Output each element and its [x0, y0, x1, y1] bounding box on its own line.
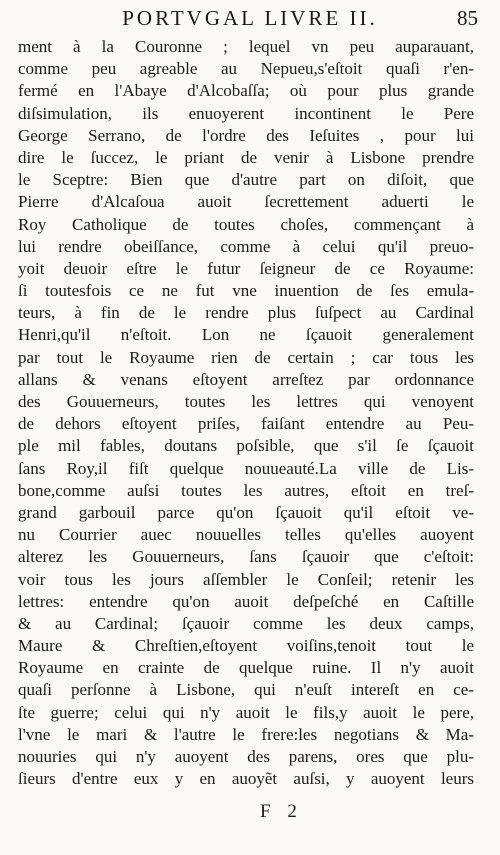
text-line: lui rendre obeiſſance, comme à celui qu'il preuo- [18, 236, 474, 256]
text-line: lettres: entendre qu'on auoit deſpeſché en Caſtille [18, 591, 474, 611]
text-line: ment à la Couronne ; lequel vn peu auparauant, [18, 37, 474, 56]
text-line: ſieurs d'entre eux y en auoyẽt auſsi, y auoyent leurs [18, 769, 474, 789]
text-line: Royaume en crainte de quelque ruine. Il n'y auoit [18, 658, 474, 678]
text-line: dire le ſuccez, le priant de venir à Lisbone prendre [18, 147, 474, 167]
text-line: Roy Catholique de toutes choſes, commençant à [18, 214, 474, 234]
text-line: nouuries qui n'y auoyent des parens, ores que plu- [18, 747, 474, 766]
text-line: par tout le Royaume rien de certain ; car tous les [18, 347, 474, 367]
text-line: nu Courrier auec nouuelles telles qu'elles auoyent [18, 525, 474, 545]
text-line: Maure & Chreſtien,eſtoyent voiſins,tenoit tout le [18, 636, 474, 656]
text-line: des Gouuerneurs, toutes les lettres qui venoyent [18, 392, 474, 411]
text-line: yoit deuoir eſtre le futur ſeigneur de ce Royaume: [18, 258, 474, 278]
text-line: l'vne le mari & l'autre le frere:les negotians & Ma- [18, 724, 474, 744]
text-line: de dehors eſtoyent priſes, faiſant entendre au Peu- [18, 414, 474, 434]
signature-mark: F 2 [260, 801, 303, 822]
text-line: ſte guerre; celui qui n'y auoit le fils,y auoit le pere, [18, 702, 474, 722]
text-line: ple mil fables, doutans poſsible, que s'il ſe ſçauoit [18, 436, 474, 456]
text-line: bone,comme auſsi toutes les autres, eſtoit en treſ- [18, 480, 474, 500]
text-line: grand garbouil parce qu'on ſçauoit qu'il eſtoit ve- [18, 502, 474, 522]
body-text [18, 36, 474, 790]
text-line: teurs, à fin de le rendre plus ſuſpect au Cardinal [18, 303, 474, 323]
text-line: quaſi perſonne à Lisbone, qui n'euſt intereſt en ce- [18, 680, 474, 700]
text-line: le Sceptre: Bien que d'autre part on diſoit, que [18, 170, 474, 190]
text-line: Pierre d'Alcaſoua auoit ſecrettement aduerti le [18, 192, 474, 212]
text-line: ſi toutesfois ce ne fut vne inuention de ſes emula- [18, 281, 474, 301]
text-line: ſans Roy,il fiſt quelque nouueauté.La ville de Lis- [18, 458, 474, 478]
text-line: allans & venans eſtoyent arreſtez par ordonnance [18, 369, 474, 389]
page-number: 85 [457, 6, 478, 30]
text-line: fermé en l'Abaye d'Alcobaſſa; où pour plus grande [18, 81, 474, 101]
running-head [0, 6, 500, 34]
text-line: George Serrano, de l'ordre des Ieſuites , pour lui [18, 125, 474, 145]
text-line: Henri,qu'il n'eſtoit. Lon ne ſçauoit generalement [18, 325, 474, 345]
text-line: alterez les Gouuerneurs, ſans ſçauoir que c'eſtoit: [18, 547, 474, 567]
running-title: PORTVGAL LIVRE II. [122, 6, 378, 30]
text-line: & au Cardinal; ſçauoir comme les deux camps, [18, 613, 474, 633]
text-line: comme peu agreable au Nepueu,s'eſtoit quaſi r'en- [18, 59, 474, 79]
text-line: diſsimulation, ils enuoyerent incontinent le Pere [18, 103, 474, 123]
text-line: voir tous les jours aſſembler le Conſeil; retenir les [18, 569, 474, 589]
